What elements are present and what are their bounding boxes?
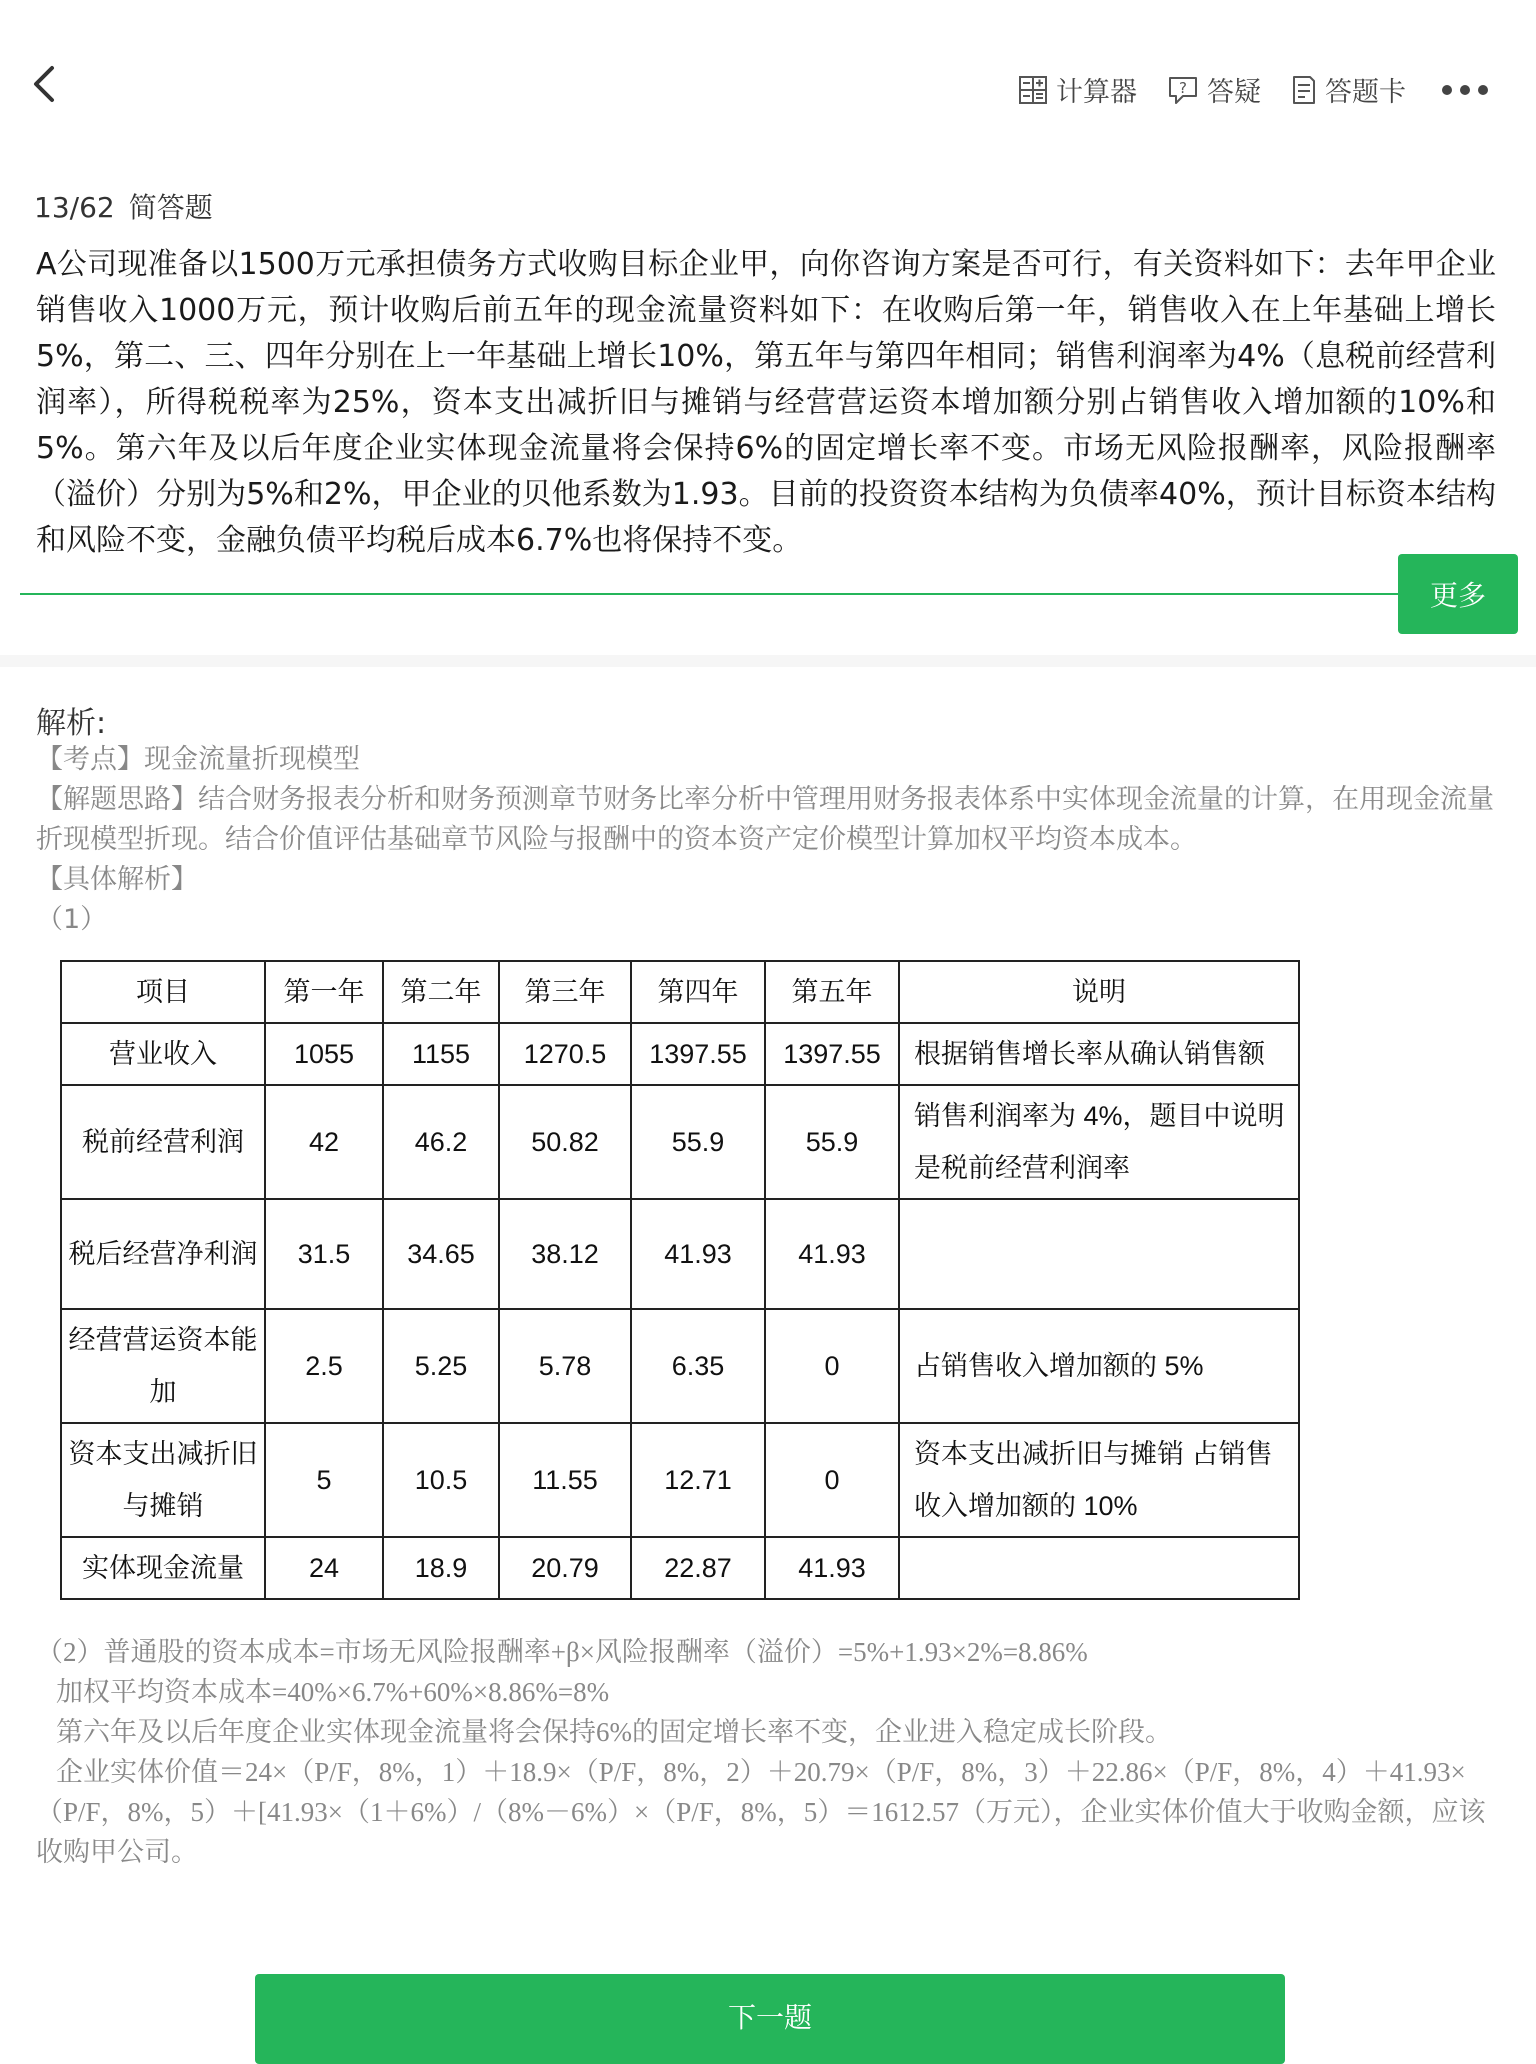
table-cell: 资本支出减折旧与摊销	[61, 1423, 265, 1537]
table-cell: 5.25	[383, 1309, 499, 1423]
analysis-line: 【具体解析】	[36, 864, 198, 895]
table-cell: 6.35	[631, 1309, 765, 1423]
table-row	[61, 1537, 1299, 1599]
formula-line: 第六年及以后年度企业实体现金流量将会保持6%的固定增长率不变，企业进入稳定成长阶段。	[56, 1717, 1172, 1747]
table-cell: 18.9	[383, 1537, 499, 1599]
table-cell: 实体现金流量	[61, 1537, 265, 1599]
more-button[interactable]: 更多	[1398, 554, 1518, 634]
table-cell: 根据销售增长率从确认销售额	[899, 1023, 1299, 1085]
table-row	[61, 1023, 1299, 1085]
table-cell: 销售利润率为 4%，题目中说明是税前经营利润率	[899, 1085, 1299, 1199]
table-cell: 41.93	[631, 1199, 765, 1309]
chevron-left-icon	[30, 64, 60, 104]
cash-flow-table	[60, 960, 1300, 1600]
table-cell: 20.79	[499, 1537, 631, 1599]
table-header-row	[61, 961, 1299, 1023]
table-cell: 41.93	[765, 1537, 899, 1599]
ask-label: 答疑	[1207, 77, 1261, 108]
table-header-cell: 说明	[899, 961, 1299, 1023]
next-question-button[interactable]: 下一题	[255, 1974, 1285, 2064]
analysis-text	[36, 740, 1506, 940]
table-cell: 经营营运资本能加	[61, 1309, 265, 1423]
table-cell: 46.2	[383, 1085, 499, 1199]
table-row	[61, 1423, 1299, 1537]
answer-card-button[interactable]	[1291, 70, 1406, 109]
table-cell: 10.5	[383, 1423, 499, 1537]
divider	[20, 593, 1400, 595]
table-cell: 1397.55	[631, 1023, 765, 1085]
table-cell: 税后经营净利润	[61, 1199, 265, 1309]
ask-question-button[interactable]	[1167, 70, 1261, 109]
table-cell: 占销售收入增加额的 5%	[899, 1309, 1299, 1423]
section-separator	[0, 655, 1536, 667]
calculator-icon	[1018, 75, 1048, 105]
table-cell: 1270.5	[499, 1023, 631, 1085]
table-cell: 1397.55	[765, 1023, 899, 1085]
formula-line: （2）普通股的资本成本=市场无风险报酬率+β×风险报酬率（溢价）=5%+1.93×2%=8.86%	[36, 1637, 1088, 1667]
table-cell: 5	[265, 1423, 383, 1537]
analysis-title: 解析:	[36, 706, 107, 741]
back-button[interactable]	[30, 64, 70, 114]
formula-line: 企业实体价值＝24×（P/F，8%，1）＋18.9×（P/F，8%，2）＋20.79×（P/F，8%，3）＋22.86×（P/F，8%，4）＋41.93×（P/F，8%，5）＋[41.93×（1＋6%）/（8%－6%）×（P/F，8%，5）＝1612.57（万元），企业实体价值大于收购金额，应该收购甲公司。	[36, 1757, 1486, 1867]
top-actions	[988, 70, 1488, 109]
question-header	[34, 186, 213, 226]
table-cell	[899, 1537, 1299, 1599]
table-row	[61, 1085, 1299, 1199]
table-header-cell: 第三年	[499, 961, 631, 1023]
answer-card-label: 答题卡	[1325, 77, 1406, 108]
table-cell: 5.78	[499, 1309, 631, 1423]
table-cell: 12.71	[631, 1423, 765, 1537]
table-cell: 38.12	[499, 1199, 631, 1309]
question-type: 简答题	[128, 191, 213, 224]
calculator-button[interactable]	[1018, 70, 1137, 109]
table-header-cell: 第一年	[265, 961, 383, 1023]
table-cell: 55.9	[765, 1085, 899, 1199]
analysis-line: 【解题思路】结合财务报表分析和财务预测章节财务比率分析中管理用财务报表体系中实体现金流量的计算，在用现金流量折现模型折现。结合价值评估基础章节风险与报酬中的资本资产定价模型计算加权平均资本成本。	[36, 784, 1494, 855]
table-cell: 营业收入	[61, 1023, 265, 1085]
more-options-icon[interactable]	[1442, 79, 1488, 101]
table-cell: 税前经营利润	[61, 1085, 265, 1199]
table-cell: 55.9	[631, 1085, 765, 1199]
table-cell: 22.87	[631, 1537, 765, 1599]
question-bubble-icon	[1167, 75, 1199, 105]
formula-line: 加权平均资本成本=40%×6.7%+60%×8.86%=8%	[56, 1677, 610, 1707]
table-cell: 41.93	[765, 1199, 899, 1309]
table-cell: 1055	[265, 1023, 383, 1085]
analysis-line: （1）	[36, 904, 108, 935]
top-bar	[0, 0, 1536, 180]
table-row	[61, 1199, 1299, 1309]
table-header-cell: 第五年	[765, 961, 899, 1023]
table-header-cell: 项目	[61, 961, 265, 1023]
analysis-line: 【考点】现金流量折现模型	[36, 744, 360, 775]
table-cell: 0	[765, 1309, 899, 1423]
question-progress: 13/62	[34, 191, 115, 224]
answer-card-icon	[1291, 75, 1317, 105]
table-cell: 34.65	[383, 1199, 499, 1309]
table-cell: 50.82	[499, 1085, 631, 1199]
calculator-label: 计算器	[1056, 77, 1137, 108]
solution-table-image	[60, 960, 1300, 1600]
table-cell: 11.55	[499, 1423, 631, 1537]
table-cell: 31.5	[265, 1199, 383, 1309]
table-cell: 42	[265, 1085, 383, 1199]
svg-text:?: ?	[1179, 78, 1187, 97]
table-cell	[899, 1199, 1299, 1309]
table-cell: 资本支出减折旧与摊销 占销售收入增加额的 10%	[899, 1423, 1299, 1537]
table-cell: 24	[265, 1537, 383, 1599]
solution-formulas	[36, 1632, 1506, 1872]
table-header-cell: 第四年	[631, 961, 765, 1023]
table-header-cell: 第二年	[383, 961, 499, 1023]
question-body: A公司现准备以1500万元承担债务方式收购目标企业甲，向你咨询方案是否可行，有关资料如下：去年甲企业销售收入1000万元，预计收购后前五年的现金流量资料如下：在收购后第一年，销售收入在上年基础上增长5%，第二、三、四年分别在上一年基础上增长10%，第五年与第四年相同；销售利润率为4%（息税前经营利润率），所得税税率为25%，资本支出减折旧与摊销与经营营运资本增加额分别占销售收入增加额的10%和5%。第六年及以后年度企业实体现金流量将会保持6%的固定增长率不变。市场无风险报酬率，风险报酬率（溢价）分别为5%和2%，甲企业的贝他系数为1.93。目前的投资资本结构为负债率40%，预计目标资本结构和风险不变，金融负债平均税后成本6.7%也将保持不变。	[36, 247, 1496, 558]
table-row	[61, 1309, 1299, 1423]
table-cell: 1155	[383, 1023, 499, 1085]
table-cell: 0	[765, 1423, 899, 1537]
table-cell: 2.5	[265, 1309, 383, 1423]
